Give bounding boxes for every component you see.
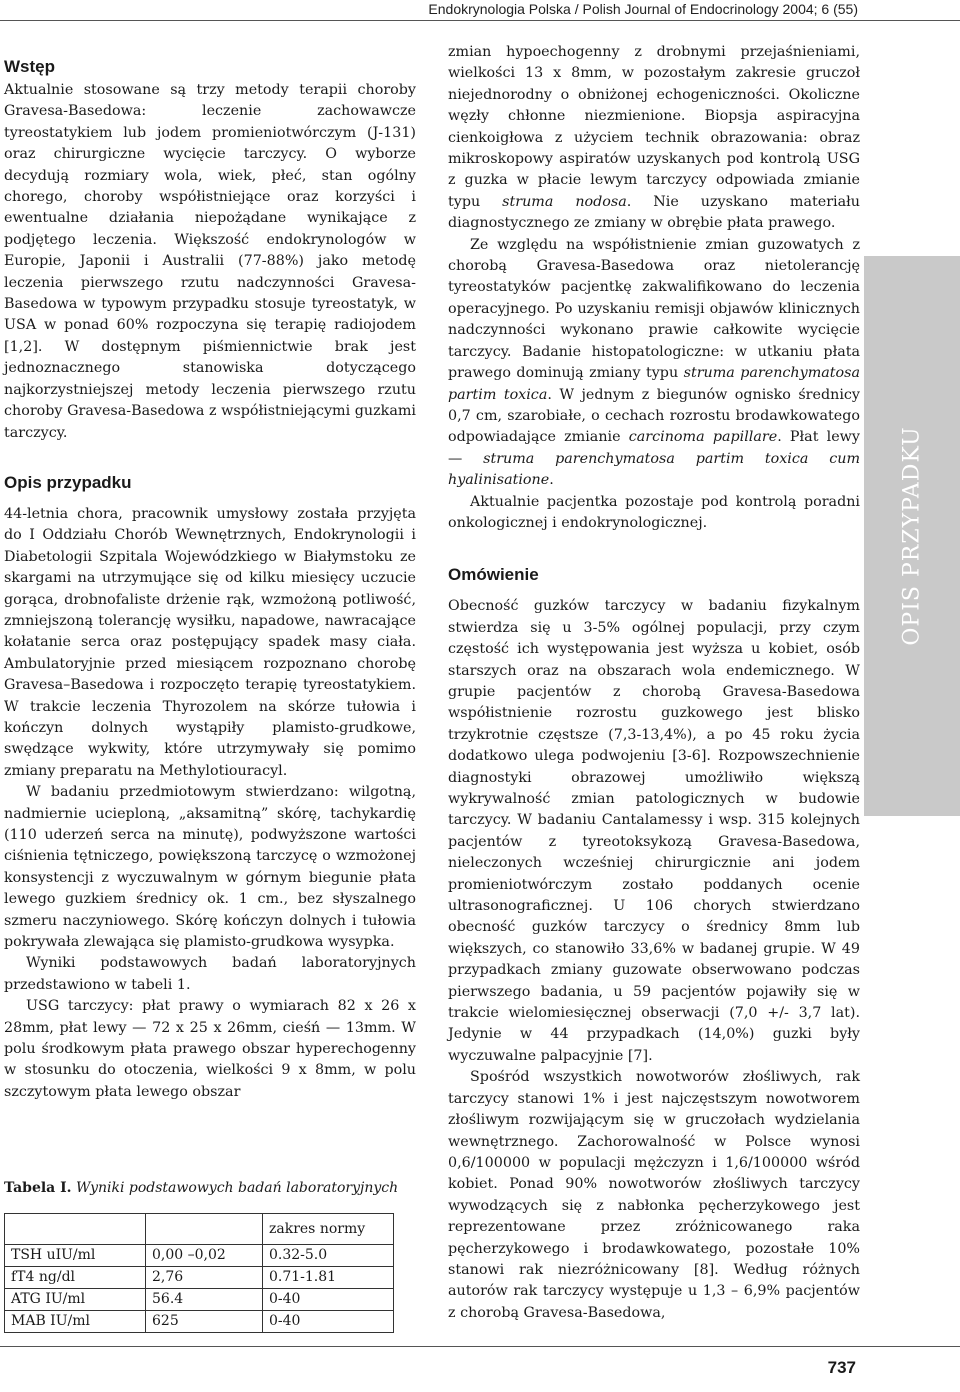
result-paragraph-1: zmian hypoechogenny z drobnymi przejaśnieniami, wielkości 13 x 8mm, w pozostałym zakresie gruczoł niejednorodny o obniżonej echogeniczności. Okoliczne węzły chłonne niezmienione. Biopsja aspiracyjna cienkoigłowa z użyciem technik obrazowania: obraz mikroskopowy aspiratów uzyskanych pod kontrolą USG z guzka w płacie lewym tarczycy odpowiada zmianie typu struma nodosa. Nie uzyskano materiału diagnostycznego ze zmiany w obrębie płata prawego. <box>448 44 860 232</box>
table-caption-text: Wyniki podstawowych badań laboratoryjnych <box>76 1180 399 1196</box>
journal-title: Endokrynologia Polska / Polish Journal of Endocrinology 2004; 6 (55) <box>428 1 858 17</box>
result-paragraph-2: Ze względu na współistnienie zmian guzowatych z chorobą Gravesa-Basedowa oraz nietolerancję tyreostatyków pacjentkę zakwalifikowano do leczenia operacyjnego. Po uzyskaniu remisji objawów klinicznych nadczynności wykonano prawie całkowite wycięcie tarczycy. Badanie histopatologiczne: w utkaniu płata prawego dominują zmiany typu struma parenchymatosa partim toxica. W jednym z biegunów ognisko średnicy 0,7 cm, szarobiałe, o cechach rozrostu brodawkowatego odpowiadające zmianie carcinoma papillare. Płat lewy — struma parenchymatosa partim toxica cum hyalinisatione. <box>448 236 861 489</box>
table-row: MAB IU/ml 625 0-40 <box>5 1311 394 1333</box>
running-header <box>0 0 960 22</box>
case-paragraph-1: 44-letnia chora, pracownik umysłowy została przyjęta do I Oddziału Chorób Wewnętrznych, Endokrynologii i Diabetologii Szpitala Wojewódzkiego w Białymstoku ze skargami na utrzymujące się od kilku miesięcy uczucie gorąca, drobnofaliste drżenie rąk, wzmożoną potliwość, zmniejszoną tolerancję wysiłku, napadowe, nawracające kołatanie serca oraz postępujący spadek masy ciała. Ambulatoryjnie przed miesiącem rozpoznano chorobę Gravesa–Basedowa i rozpoczęto terapię tyreostatykiem. W trakcie leczenia Thyrozolem na skórze tułowia i kończyn dolnych wystąpiły plamisto-grudkowe, swędzące wykwity, które utrzymywały się pomimo zmiany preparatu na Methylotiouracyl. <box>4 505 416 779</box>
header-rule <box>0 20 960 21</box>
sidebar-label: OPIS PRZYPADKU <box>899 426 925 646</box>
table-block <box>4 1178 416 1333</box>
case-paragraph-4: USG tarczycy: płat prawy o wymiarach 82 x 26 x 28mm, płat lewy — 72 x 25 x 26mm, cieśń — 13mm. W polu środkowym płata prawego obszar hyperechogenny w stosunku do otoczenia, wielkości 9 x 8mm, w polu szczytowym płata lewego obszar <box>4 998 416 1100</box>
lab-results-table <box>4 1213 394 1333</box>
case-paragraph-2: W badaniu przedmiotowym stwierdzano: wilgotną, nadmiernie ucieploną, „aksamitną” skórę, tachykardię (110 uderzeń serca na minutę), podwyższone wartości ciśnienia tętniczego, powiększoną tarczycę o wzmożonej konsystencji z wyczuwalnym w górnym biegunie płata lewego guzkiem średnicy ok. 1 cm., bez słyszalnego szmeru naczyniowego. Skórę kończyn dolnych i tułowia pokrywała zlewająca się plamisto-grudkowa wysypka. <box>4 784 416 951</box>
intro-heading: Wstęp <box>4 57 55 76</box>
table-header-row <box>5 1214 394 1245</box>
page-number: 737 <box>827 1358 856 1377</box>
section-sidebar-tab <box>864 256 960 816</box>
table-row: TSH uIU/ml 0,00 –0,02 0.32-5.0 <box>5 1245 394 1267</box>
case-heading: Opis przypadku <box>4 472 132 492</box>
intro-paragraph: Aktualnie stosowane są trzy metody terapii choroby Gravesa-Basedowa: leczenie zachowawcze tyreostatykiem lub jodem promieniotwórczym (J-131) oraz chirurgiczne wycięcie tarczycy. O wyborze decydują rozmiary wola, wiek, płeć, stan ogólny chorego, choroby współistniejące oraz korzyści i ewentualne działania niepożądane wynikające z podjętego leczenia. Większość endokrynologów w Europie, Japonii i Australii (77-88%) jako metodę leczenia pierwszego rzutu nadczynności Gravesa-Basedowa w typowym przypadku stosuje tyreostatyk, w USA w ponad 60% rozpoczyna się terapię radiojodem [1,2]. W dostępnym piśmiennictwie brak jest jednoznacznego stanowiska dotyczącego najkorzystniejszej metody leczenia pierwszego rzutu choroby Gravesa-Basedowa z współistniejącymi guzkami tarczycy. <box>4 82 416 441</box>
discussion-paragraph-2: Spośród wszystkich nowotworów złośliwych, rak tarczycy stanowi 1% i jest najczęstszym nowotworem złośliwym rozwijającym się w gruczołach wydzielania wewnętrznego. Zachorowalność w Polsce wynosi 0,6/100000 w populacji mężczyzn i 1,6/100000 wśród kobiet. Ponad 90% nowotworów złośliwych tarczycy wywodzących się z nabłonka pęcherzykowego jest reprezentowane przez zróżnicowanego raka pęcherzykowego i brodawkowatego, pozostałe 10% stanowi rak niezróżnicowany [8]. Według różnych autorów rak tarczycy występuje u 1,3 – 6,9% pacjentów z chorobą Gravesa-Basedowa, <box>448 1069 860 1321</box>
footer-rule <box>0 1346 960 1347</box>
table-row: ATG IU/ml 56.4 0-40 <box>5 1289 394 1311</box>
table-row: fT4 ng/dl 2,76 0.71-1.81 <box>5 1267 394 1289</box>
left-column <box>4 42 416 1103</box>
case-paragraph-3: Wyniki podstawowych badań laboratoryjnych przedstawiono w tabeli 1. <box>4 955 416 993</box>
page-footer <box>0 1346 960 1392</box>
table-caption-label: Tabela I. <box>4 1180 72 1196</box>
discussion-heading: Omówienie <box>448 565 539 585</box>
header-range: zakres normy <box>263 1214 394 1245</box>
table-caption <box>4 1178 416 1199</box>
discussion-paragraph-1: Obecność guzków tarczycy w badaniu fizykalnym stwierdza się u 3-5% ogólnej populacji, przy czym częstość ich występowania jest wyższa u kobiet, osób starszych oraz na obszarach wola endemicznego. W grupie pacjentów z chorobą Gravesa-Basedowa współistnienie rozrostu guzkowego jest blisko trzykrotnie częstsze (7,3-13,4%), a po 45 roku życia dodatkowo ulega podwojeniu [3-6]. Rozpowszechnienie diagnostyki obrazowej umożliwiło większą wykrywalność zmian patologicznych w budowie tarczycy. W badaniu Cantalamessy i wsp. 315 kolejnych pacjentów z tyreotoksykozą Gravesa-Basedowa, nieleczonych wcześniej chirurgicznie ani jodem promieniotwórczym zostało poddanych ocenie ultrasonograficznej. U 106 chorych stwierdzano obecność guzków tarczycy o średnicy 8mm lub większych, co stanowiło 33,6% w badanej grupie. W 49 przypadkach zmiany guzowate obserwowano podczas pierwszego badania, u 59 pacjentów pojawiły się w trakcie wielomiesięcznej obserwacji (7,0 +/- 3,7 lat). Jedynie w 44 przypadkach (14,0%) guzki były wyczuwalne palpacyjnie [7]. <box>448 598 860 1064</box>
right-column <box>448 42 860 1324</box>
result-paragraph-3: Aktualnie pacjentka pozostaje pod kontrolą poradni onkologicznej i endokrynologicznej. <box>448 493 860 531</box>
